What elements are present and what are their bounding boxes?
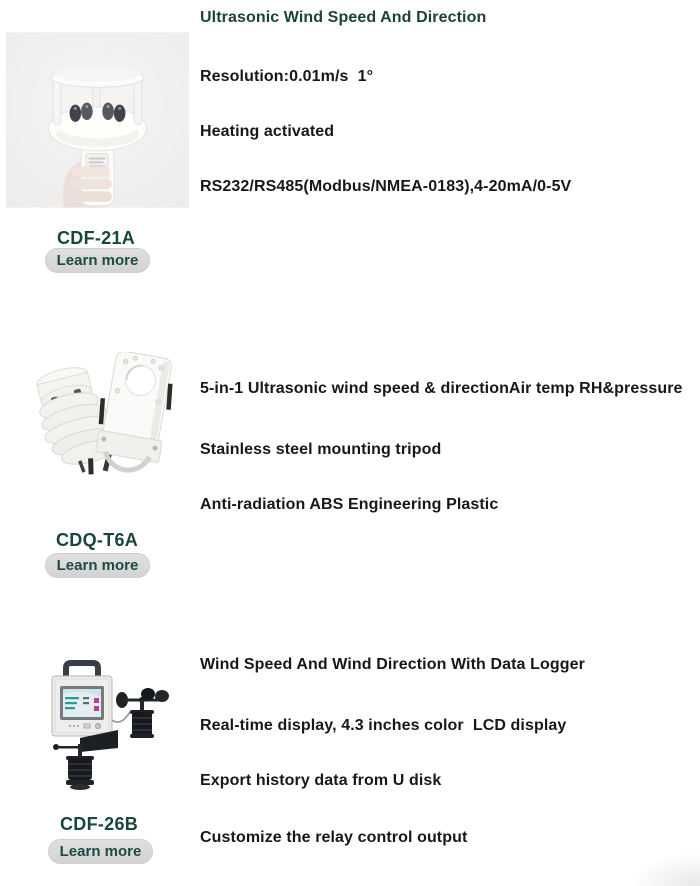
- corner-shade: [630, 852, 700, 886]
- product-feature: Real-time display, 4.3 inches color LCD display: [200, 717, 567, 734]
- product-feature: Export history data from U disk: [200, 772, 442, 789]
- product-feature: Heating activated: [200, 123, 335, 140]
- product-feature: Stainless steel mounting tripod: [200, 441, 442, 458]
- product-feature: Anti-radiation ABS Engineering Plastic: [200, 496, 499, 513]
- product-feature: Resolution:0.01m/s 1°: [200, 68, 374, 85]
- product-feature: RS232/RS485(Modbus/NMEA-0183),4-20mA/0-5V: [200, 178, 572, 195]
- learn-more-button[interactable]: Learn more: [48, 839, 153, 864]
- learn-more-button[interactable]: Learn more: [45, 248, 150, 273]
- product-model-link[interactable]: CDQ-T6A: [56, 530, 139, 550]
- product-feature: 5-in-1 Ultrasonic wind speed & directionAir temp RH&pressure: [200, 380, 683, 397]
- product-model-link[interactable]: CDF-21A: [57, 228, 136, 248]
- product-feature: Customize the relay control output: [200, 829, 468, 846]
- product-image-weather-station[interactable]: [25, 352, 175, 492]
- product-image-ultrasonic-anemometer[interactable]: [6, 30, 189, 210]
- product-title: Ultrasonic Wind Speed And Direction: [200, 9, 487, 26]
- product-image-data-logger[interactable]: [50, 660, 180, 795]
- product-model-link[interactable]: CDF-26B: [60, 814, 139, 834]
- product-title: Wind Speed And Wind Direction With Data Logger: [200, 656, 585, 673]
- learn-more-button[interactable]: Learn more: [45, 553, 150, 578]
